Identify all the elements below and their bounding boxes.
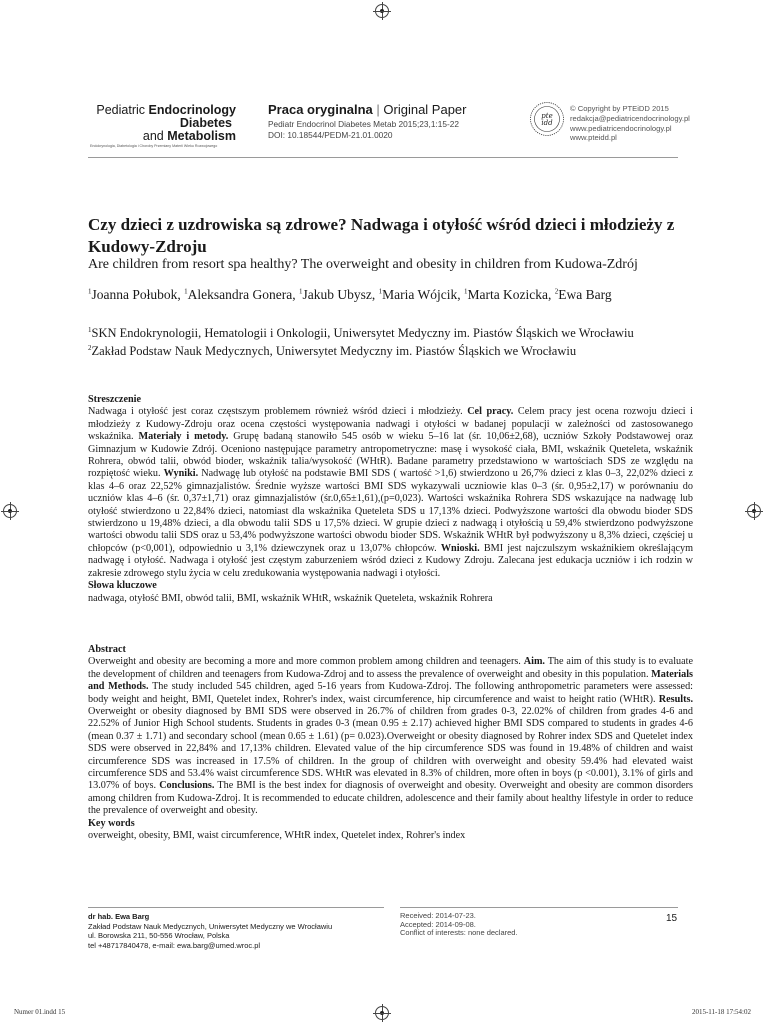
correspondence-line: ul. Borowska 211, 50-556 Wrocław, Polska	[88, 931, 230, 941]
abstract-en	[88, 644, 693, 843]
article-title: Czy dzieci z uzdrowiska są zdrowe? Nadwaga i otyłość wśród dzieci i młodzieży z Kudowy-Zdroju	[88, 215, 675, 256]
society-website-link[interactable]: www.pteidd.pl	[570, 133, 617, 143]
copyright-line: © Copyright by PTEiDD 2015	[570, 104, 669, 113]
citation-block	[268, 102, 518, 141]
print-slug-left: Numer 01.indd 15	[14, 1008, 66, 1016]
author: $^1$Aleksandra Gonera,	[184, 287, 299, 302]
abstract-en-heading: Abstract	[88, 644, 126, 655]
keywords-pl-heading: Słowa kluczowe	[88, 580, 157, 592]
doi: DOI: 10.18544/PEDM-21.01.0020	[268, 130, 393, 140]
keywords-en-text: overweight, obesity, BMI, waist circumference, WHtR index, Quetelet index, Rohrer's index	[88, 830, 466, 842]
journal-name-part: Diabetes	[179, 116, 232, 130]
paper-type-separator: |	[372, 102, 384, 117]
abstract-pl	[88, 394, 693, 605]
svg-text:pte: pte	[541, 112, 553, 120]
header-divider	[88, 157, 678, 158]
registration-mark-right-icon	[747, 504, 761, 518]
page-number: 15	[666, 913, 678, 924]
received-date: Received: 2014-07-23.	[400, 911, 476, 920]
affiliation: $^1$SKN Endokrynologii, Hematologii i Onkologii, Uniwersytet Medyczny im. Piastów Śląskich we Wrocławiu	[88, 325, 634, 340]
author: $^1$Maria Wójcik,	[378, 287, 464, 302]
keywords-pl-text: nadwaga, otyłość BMI, obwód talii, BMI, wskaźnik WHtR, wskaźnik Queteleta, wskaźnik Rohrera	[88, 592, 493, 604]
author: $^2$Ewa Barg	[554, 287, 612, 302]
author: $^1$Jakub Ubysz,	[298, 287, 376, 302]
journal-name-part: and	[142, 129, 168, 143]
print-slug-right: 2015-11-18 17:54:02	[691, 1008, 751, 1016]
conflict-statement: Conflict of interests: none declared.	[400, 928, 518, 938]
article-subtitle: Are children from resort spa healthy? The overweight and obesity in children from Kudowa-Zdrój	[88, 257, 638, 272]
paper-type-en: Original Paper	[383, 102, 467, 117]
author: $^1$Joanna Połubok,	[88, 287, 185, 302]
registration-mark-bottom-icon	[375, 1006, 389, 1020]
keywords-en-heading: Key words	[88, 817, 135, 829]
footer-divider-left	[88, 907, 384, 908]
abstract-pl-heading: Streszczenie	[88, 394, 141, 405]
registration-mark-top-icon	[375, 4, 389, 18]
correspondence-line: Zakład Podstaw Nauk Medycznych, Uniwersytet Medyczny we Wrocławiu	[88, 921, 333, 931]
accepted-date: Accepted: 2014-09-08.	[400, 919, 476, 929]
paper-type-pl: Praca oryginalna	[268, 102, 373, 117]
correspondence-name: dr hab. Ewa Barg	[88, 912, 150, 921]
journal-logo	[90, 104, 250, 148]
correspondence-line: tel +48717840478, e-mail: ewa.barg@umed.wroc.pl	[88, 940, 261, 950]
article-dates	[400, 912, 600, 938]
pteidd-seal-icon	[529, 101, 565, 137]
correspondence-block	[88, 912, 388, 950]
journal-name-part: Metabolism	[167, 129, 236, 143]
author-list	[88, 286, 698, 304]
svg-text:idd: idd	[541, 119, 553, 127]
copyright-block	[570, 104, 750, 143]
journal-website-link[interactable]: www.pediatricendocrinology.pl	[570, 123, 672, 133]
abstract-pl-text: Nadwaga i otyłość jest coraz częstszym problemem również wśród dzieci i młodzieży. Cel pracy. Celem pracy jest ocena rozwoju dzieci i młodzieży z Kudowy-Zdroju oraz ocena częstości występowania nadwagi i otyłości w badanej populacji w zależności od zastosowanego wskaźnika. Materiały i metody. Grupę badaną stanowiło 545 osób w wieku 5–16 lat (śr. 10,06±2,68), uczniów Szkoły Podstawowej oraz Gimnazjum w Kudowie Zdrój. Oceniono następujące parametry antropometryczne: masę i wysokość ciała, BMI, wskaźnik Queteleta, wskaźnik Rohrera, obwód talii, obwód bioder, wskaźnik talia/wysokość (WHtR). Badane parametry przedstawiono w wartościach SDS ze względu na rozpiętość wieku. Wyniki. Nadwagę lub otyłość na podstawie BMI SDS ( wartość >1,6) stwierdzono u 26,7% dzieci z klas 0–3, 22,02% dzieci z klas 4–6 oraz 22,52% gimnazjalistów. Średnie wyższe wartości BMI SDS wykazywali uczniowie klas 0–3 (śr. 0,95±2,17) w porównaniu do uczniów klas 4–6 (śr. 0,37±1,71) oraz gimnazjalistów (śr.0,65±1,61),(p=0,023). Wartości wskaźnika Rohrera SDS wskazujące na nadwagę lub otyłość stwierdzono u 22,84% dzieci, natomiast dla wskaźnika Queteleta SDS u 17,13% dzieci. Podwyższone wartości dla obwodu bioder SDS stwierdzono u 19,48% dzieci, a dla obwodu talii SDS u 17,5% dzieci. W grupie dzieci z nadwagą i otyłością u 59,4% stwierdzono podwyższone wartości obwodu talii SDS oraz u 53,4% podwyższone wartości obwodu bioder SDS. Wskaźnik WHtR był podwyższony u 8,3% dzieci, częściej u chłopców (p<0,001), odpowiednio u 3,1% dziewczynek oraz u 13,07% chłopców. Wnioski. BMI jest najczulszym wskaźnikiem określającym nadwagę i otyłość. Nadwaga i otyłość jest częstym zaburzeniem wśród dzieci z Kudowy Zdroju. Zalecana jest edukacja uczniów i ich rodzin w zakresie zdrowego stylu życia w celu zredukowania występowania nadwagi i otyłości.	[88, 406, 694, 579]
registration-mark-left-icon	[3, 504, 17, 518]
editorial-email-link[interactable]: redakcja@pediatricendocrinology.pl	[570, 113, 690, 123]
author: $^1$Marta Kozicka,	[463, 287, 555, 302]
footer-divider-right	[400, 907, 678, 908]
abstract-en-text: Overweight and obesity are becoming a more and more common problem among children and teenagers. Aim. The aim of this study is to evaluate the development of children and teenagers from Kudowa-Zdroj and to assess the prevalence of overweight and obesity in this population. Materials and Methods. The study included 545 children, aged 5-16 years from Kudowa-Zdroj. The following anthropometric parameters were assessed: body weight and height, BMI, Quetelet index, Rohrer's index, waist circumference, hip circumference and waist to height ratio (WHtR). Results. Overweight or obesity diagnosed by BMI SDS were observed in 26.7% of children from grades 0-3, 22.02% of children from grades 4-6 and 22.52% of Junior High School students. Students in grades 0-3 (mean 0.95 ± 2.17) achieved higher BMI SDS compared to students in grades 4-6 (mean 0.37 ± 1.71) and secondary school (mean 0.65 ± 1.61) (p= 0.023).Overweight or obesity diagnosed by Rohrer index SDS and Quetelet index SDS were observed in 22,84% and 17,13% children. Elevated value of the hip circumference SDS was found in 19.48% of children and waist circumference SDS was increased in 17.5% of children. In the group of children with overweight and obesity 59.4% had elevated waist circumference SDS and 53.4% waist circumference SDS. WHtR was elevated in 8.3% of children, more often in boys (p <0.001), 3.1% of girls and 13.07% of boys. Conclusions. The BMI is the best index for diagnosis of overweight and obesity. Overweight and obesity are common disorders among children from Kudowa-Zdroj. It is recommended to educate children, adolescence and their family about healthy lifestyle in order to reduce the prevalence of overweight and obesity.	[88, 656, 693, 817]
journal-name-part: Pediatric	[96, 103, 149, 117]
journal-tagline: Endokrynologia, Diabetologia i Choroby Przemiany Materii Wieku Rozwojowego	[90, 144, 218, 148]
citation: Pediatr Endocrinol Diabetes Metab 2015;23,1:15-22	[268, 119, 459, 129]
journal-name-part: Endocrinology	[148, 103, 236, 117]
affiliation: $^2$Zakład Podstaw Nauk Medycznych, Uniwersytet Medyczny im. Piastów Śląskich we Wrocławiu	[88, 343, 577, 358]
